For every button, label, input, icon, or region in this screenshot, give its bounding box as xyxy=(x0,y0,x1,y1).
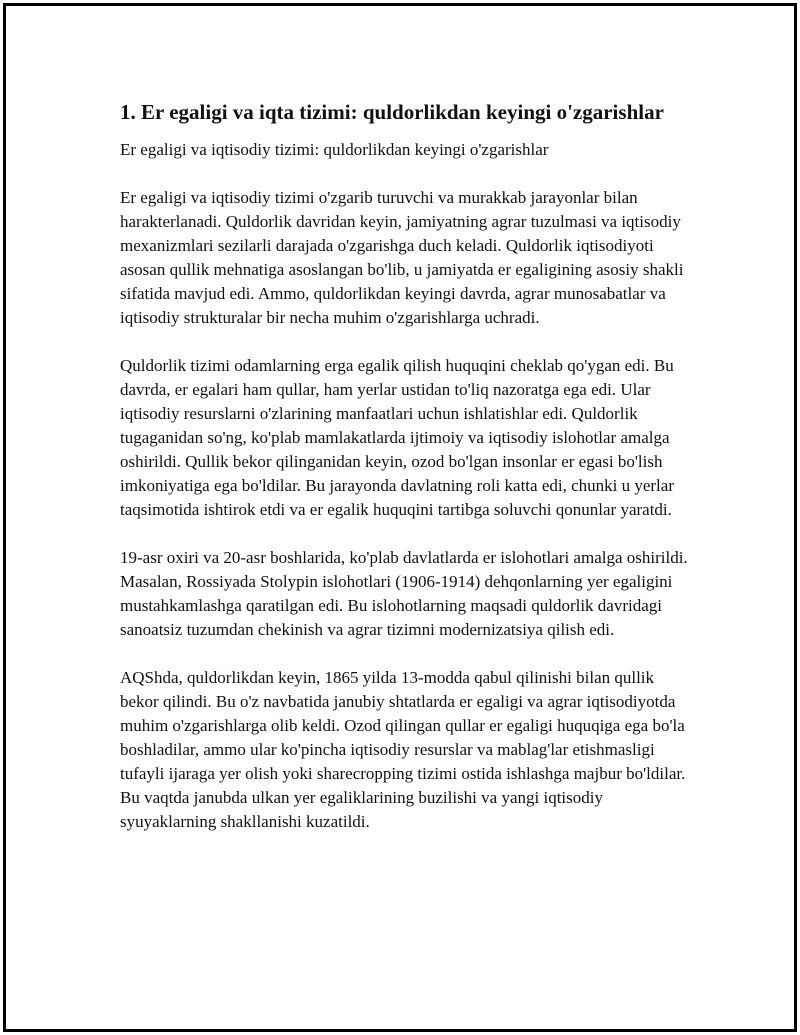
paragraph-1: Er egaligi va iqtisodiy tizimi o'zgarib turuvchi va murakkab jarayonlar bilan harakterlanadi. Quldorlik davridan keyin, jamiyatning agrar tuzulmasi va iqtisodiy mexanizmlari sezilarli darajada o'zgarishga duch keladi. Quldorlik iqtisodiyoti asosan qullik mehnatiga asoslangan bo'lib, u jamiyatda er egaligining asosiy shakli sifatida mavjud edi. Ammo, quldorlikdan keyingi davrda, agrar munosabatlar va iqtisodiy strukturalar bir necha muhim o'zgarishlarga uchradi. xyxy=(120,188,684,327)
document-title: 1. Er egaligi va iqta tizimi: quldorlikdan keyingi o'zgarishlar xyxy=(120,100,664,124)
paragraph-2: Quldorlik tizimi odamlarning erga egalik qilish huquqini cheklab qo'ygan edi. Bu davrda, er egalari ham qullar, ham yerlar ustidan to'liq nazoratga ega edi. Ular iqtisodiy resurslarni o'zlarining manfaatlari uchun ishlatishlar edi. Quldorlik tugaganidan so'ng, ko'plab mamlakatlarda ijtimoiy va iqtisodiy islohotlar amalga oshirildi. Qullik bekor qilinganidan keyin, ozod bo'lgan insonlar er egasi bo'lish imkoniyatiga ega bo'ldilar. Bu jarayonda davlatning roli katta edi, chunki u yerlar taqsimotida ishtirok etdi va er egalik huquqini tartibga soluvchi qonunlar yaratdi. xyxy=(120,356,674,519)
paragraph-4: AQShda, quldorlikdan keyin, 1865 yilda 13-modda qabul qilinishi bilan qullik bekor qilindi. Bu o'z navbatida janubiy shtatlarda er egaligi va agrar iqtisodiyotda muhim o'zgarishlarga olib keldi. Ozod qilingan qullar er egaligi huquqiga ega bo'la boshladilar, ammo ular ko'pincha iqtisodiy resurslar va mablag'lar etishmasligi tufayli ijaraga yer olish yoki sharecropping tizimi ostida ishlashga majbur bo'ldilar. Bu vaqtda janubda ulkan yer egaliklarining buzilishi va yangi iqtisodiy syuyaklarning shakllanishi kuzatildi. xyxy=(120,668,686,831)
page-frame xyxy=(3,3,797,1032)
paragraph-3: 19-asr oxiri va 20-asr boshlarida, ko'plab davlatlarda er islohotlari amalga oshirildi. Masalan, Rossiyada Stolypin islohotlari (1906-1914) dehqonlarning yer egaligini mustahkamlashga qaratilgan edi. Bu islohotlarning maqsadi quldorlik davridagi sanoatsiz tuzumdan chekinish va agrar tizimni modernizatsiya qilish edi. xyxy=(120,548,688,639)
document-body xyxy=(120,98,692,858)
document-subtitle: Er egaligi va iqtisodiy tizimi: quldorlikdan keyingi o'zgarishlar xyxy=(120,140,549,159)
